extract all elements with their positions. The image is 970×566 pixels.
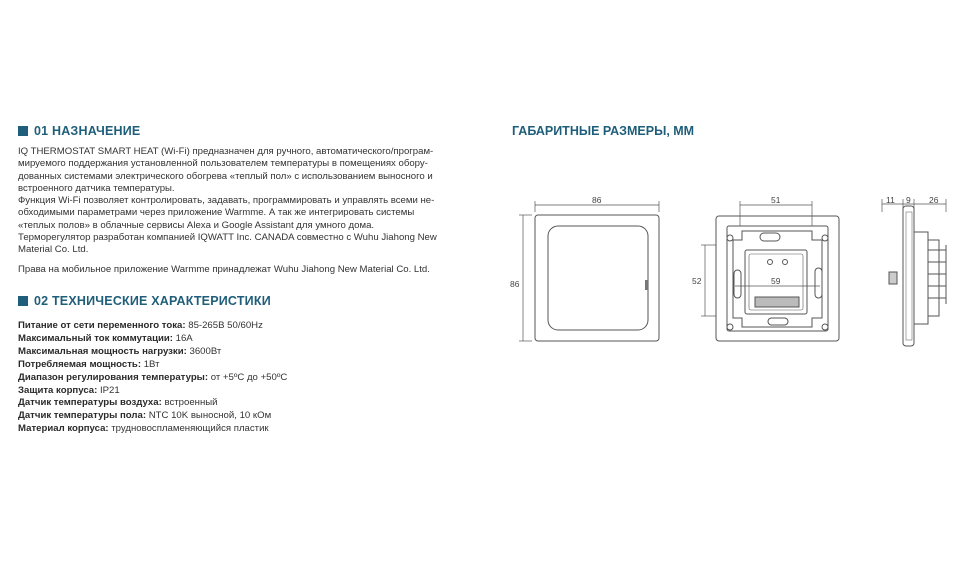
dim-label-back-inner: 59 — [771, 276, 781, 286]
spec-label: Питание от сети переменного тока: — [18, 320, 186, 331]
spec-label: Датчик температуры воздуха: — [18, 397, 162, 409]
spec-label: Потребляемая мощность: — [18, 358, 142, 370]
spec-value: встроенный — [161, 397, 218, 409]
paragraph-line: мируемого поддержания установленной пользователем температуры в помещениях обору- — [18, 158, 428, 170]
dim-label-back-side: 52 — [692, 276, 702, 286]
paragraph-line: обходимыми параметрами через приложение Warmme. А так же интегрировать системы — [18, 207, 415, 219]
spec-label: Максимальная мощность нагрузки: — [18, 345, 187, 357]
spec-value: трудновоспламеняющийся пластик — [108, 423, 269, 435]
side-view-drawing — [882, 199, 946, 346]
spec-value: 85-265В 50/60Hz — [185, 320, 263, 331]
spec-value: 1Вт — [141, 358, 160, 370]
spec-label: Материал корпуса: — [18, 423, 109, 435]
paragraph-line: дованных системами электрического обогрева «теплый пол» с использованием выносного и — [18, 170, 433, 182]
spec-label: Максимальный ток коммутации: — [18, 332, 173, 344]
back-view-drawing — [701, 201, 839, 341]
paragraph-line: встроенного датчика температуры. — [18, 182, 175, 194]
paragraph-line: «теплых полов» в облачные сервисы Alexa и Google Assistant для умного дома. — [18, 219, 375, 231]
dim-label-side-b: 9 — [906, 195, 911, 205]
spec-label: Диапазон регулирования температуры: — [18, 371, 209, 383]
spec-value: от +5ºС до +50ºС — [208, 371, 288, 383]
rights-note: Права на мобильное приложение Warmme принадлежат Wuhu Jiahong New Material Co. Ltd. — [18, 263, 430, 275]
spec-label: Датчик температуры пола: — [18, 410, 147, 422]
spec-value: 16А — [172, 332, 193, 344]
dim-label-back-top: 51 — [771, 195, 781, 205]
section-2-title: 02 ТЕХНИЧЕСКИЕ ХАРАКТЕРИСТИКИ — [34, 294, 271, 308]
paragraph-line: Терморегулятор разработан компанией IQWATT Inc. CANADA совместно с Wuhu Jiahong New — [18, 232, 437, 244]
spec-value: NTC 10K выносной, 10 кОм — [146, 410, 272, 422]
section-1-title: 01 НАЗНАЧЕНИЕ — [34, 124, 141, 138]
dim-label-side-a: 11 — [886, 195, 895, 205]
dimensions-title: ГАБАРИТНЫЕ РАЗМЕРЫ, ММ — [512, 124, 695, 138]
dim-label-side-c: 26 — [929, 195, 939, 205]
spec-label: Защита корпуса: — [18, 384, 98, 396]
dim-label-front-width: 86 — [592, 195, 602, 205]
paragraph-line: Функция Wi-Fi позволяет контролировать, задавать, программировать и управлять всеми не- — [18, 195, 435, 207]
dim-label-front-height: 86 — [510, 279, 520, 289]
front-view-drawing — [519, 201, 659, 341]
spec-value: 3600Вт — [186, 345, 222, 357]
spec-value: IP21 — [97, 384, 120, 396]
paragraph-line: IQ THERMOSTAT SMART HEAT (Wi-Fi) предназначен для ручного, автоматического/програм- — [18, 146, 434, 157]
paragraph-line: Material Co. Ltd. — [18, 244, 89, 256]
